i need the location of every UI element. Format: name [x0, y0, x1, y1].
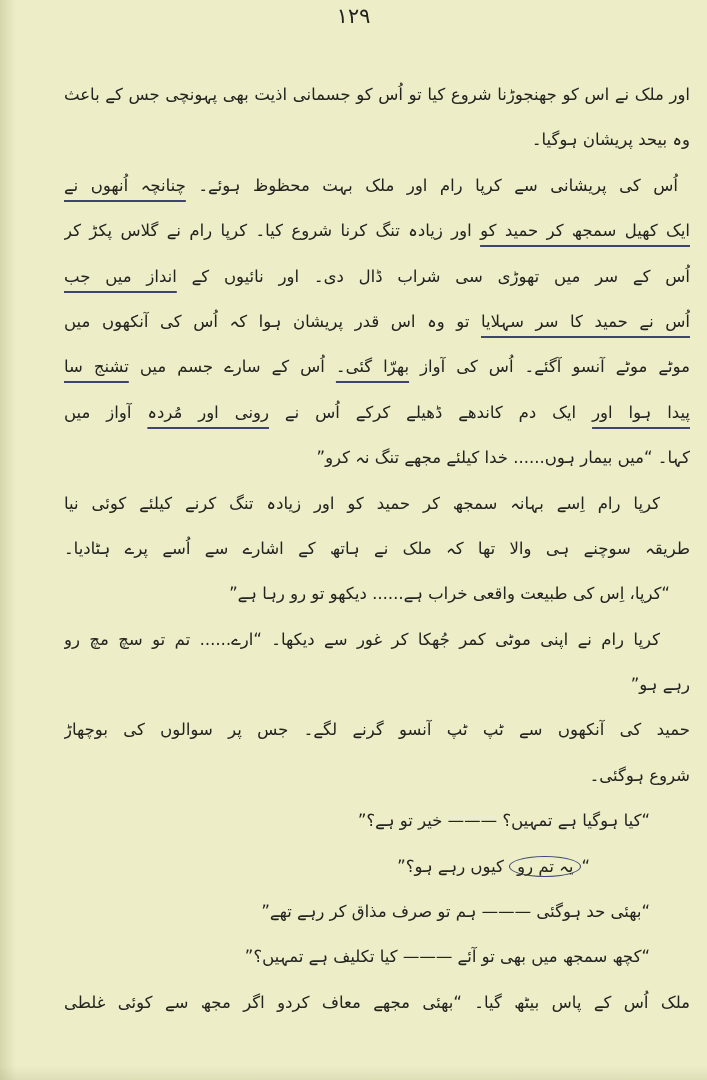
- text-segment: ایک دم کاندھے ڈھیلے کرکے اُس نے: [284, 402, 577, 422]
- body-text: [64, 72, 690, 1025]
- text-line: “کیا ہوگیا ہے تمہیں؟ ——— خیر تو ہے؟”: [357, 811, 650, 831]
- text-line: شروع ہوگئی۔: [589, 765, 690, 785]
- text-line: کرپا رام نے اپنی موٹی کمر جُھکا کر غور سے دیکھا۔ “ارے...... تم تو سچ مچ رو: [64, 629, 660, 649]
- underlined-phrase: چنانچہ اُنھوں نے: [64, 175, 186, 195]
- text-segment: اور زیادہ تنگ کرنا شروع کیا۔ کرپا رام نے گلاس پکڑ کر: [64, 221, 472, 241]
- underlined-phrase: اُس نے حمید کا سر سہلایا: [481, 311, 690, 331]
- text-segment: آواز میں: [64, 402, 132, 422]
- underlined-phrase: تشنج سا: [64, 357, 129, 377]
- text-segment: موٹے موٹے آنسو آگئے۔ اُس کی آواز: [420, 357, 690, 377]
- underlined-phrase: پیدا ہوا اور: [592, 402, 690, 422]
- text-line: [64, 299, 690, 344]
- text-line: [64, 254, 690, 299]
- text-line: [64, 844, 690, 889]
- underlined-phrase: رونی اور مُردہ: [147, 402, 269, 422]
- text-segment: اُس کے سر میں تھوڑی سی شراب ڈال دی۔ اور نائیوں کے: [191, 266, 690, 286]
- text-line: “کرپا، اِس کی طبیعت واقعی خراب ہے...... دیکھو تو رو رہا ہے”: [229, 584, 670, 604]
- underlined-phrase: بھرّا گئی۔: [335, 357, 410, 377]
- text-line: [64, 208, 690, 253]
- text-line: کہا۔ “میں بیمار ہوں...... خدا کیلئے مجھے تنگ نہ کرو”: [316, 448, 690, 468]
- underlined-phrase: ایک کھیل سمجھ کر حمید کو: [480, 221, 690, 241]
- circled-phrase: یہ تم رو: [509, 856, 581, 877]
- page-number: ۱۲۹: [336, 4, 371, 28]
- text-line: ملک اُس کے پاس بیٹھ گیا۔ “بھئی مجھے معاف کردو اگر مجھ سے کوئی غلطی: [64, 992, 690, 1012]
- text-line: رہے ہو”: [630, 675, 690, 695]
- text-line: “کچھ سمجھ میں بھی تو آئے ——— کیا تکلیف ہے تمہیں؟”: [244, 947, 650, 967]
- text-line: اور ملک نے اس کو جھنجوڑنا شروع کیا تو اُس کو جسمانی اذیت بھی پہونچی جس کے باعث: [64, 85, 690, 104]
- text-line: [64, 163, 690, 208]
- text-line: طریقہ سوچنے ہی والا تھا کہ ملک نے ہاتھ کے اشارے سے اُسے پرے ہٹادیا۔: [64, 538, 690, 558]
- text-segment: اُس کے سارے جسم میں: [139, 357, 325, 377]
- text-segment: تو وہ اس قدر پریشان ہوا کہ اُس کی آنکھوں میں: [64, 311, 470, 331]
- text-segment: کیوں رہے ہو؟”: [397, 856, 504, 876]
- text-segment: اُس کی پریشانی سے کرپا رام اور ملک بہت محظوظ ہوئے۔: [198, 175, 678, 195]
- text-line: [64, 344, 690, 389]
- text-line: “بھئی حد ہوگئی ——— ہم تو صرف مذاق کر رہے تھے”: [261, 902, 650, 922]
- text-line: حمید کی آنکھوں سے ٹپ ٹپ آنسو گرنے لگے۔ جس پر سوالوں کی بوچھاڑ: [64, 720, 690, 740]
- text-line: کرپا رام اِسے بہانہ سمجھ کر حمید کو اور زیادہ تنگ کرنے کیلئے کوئی نیا: [64, 493, 660, 513]
- text-line: [64, 390, 690, 435]
- quote-mark: “: [581, 856, 590, 876]
- text-line: وہ بیحد پریشان ہوگیا۔: [531, 130, 690, 150]
- underlined-phrase: انداز میں جب: [64, 266, 177, 286]
